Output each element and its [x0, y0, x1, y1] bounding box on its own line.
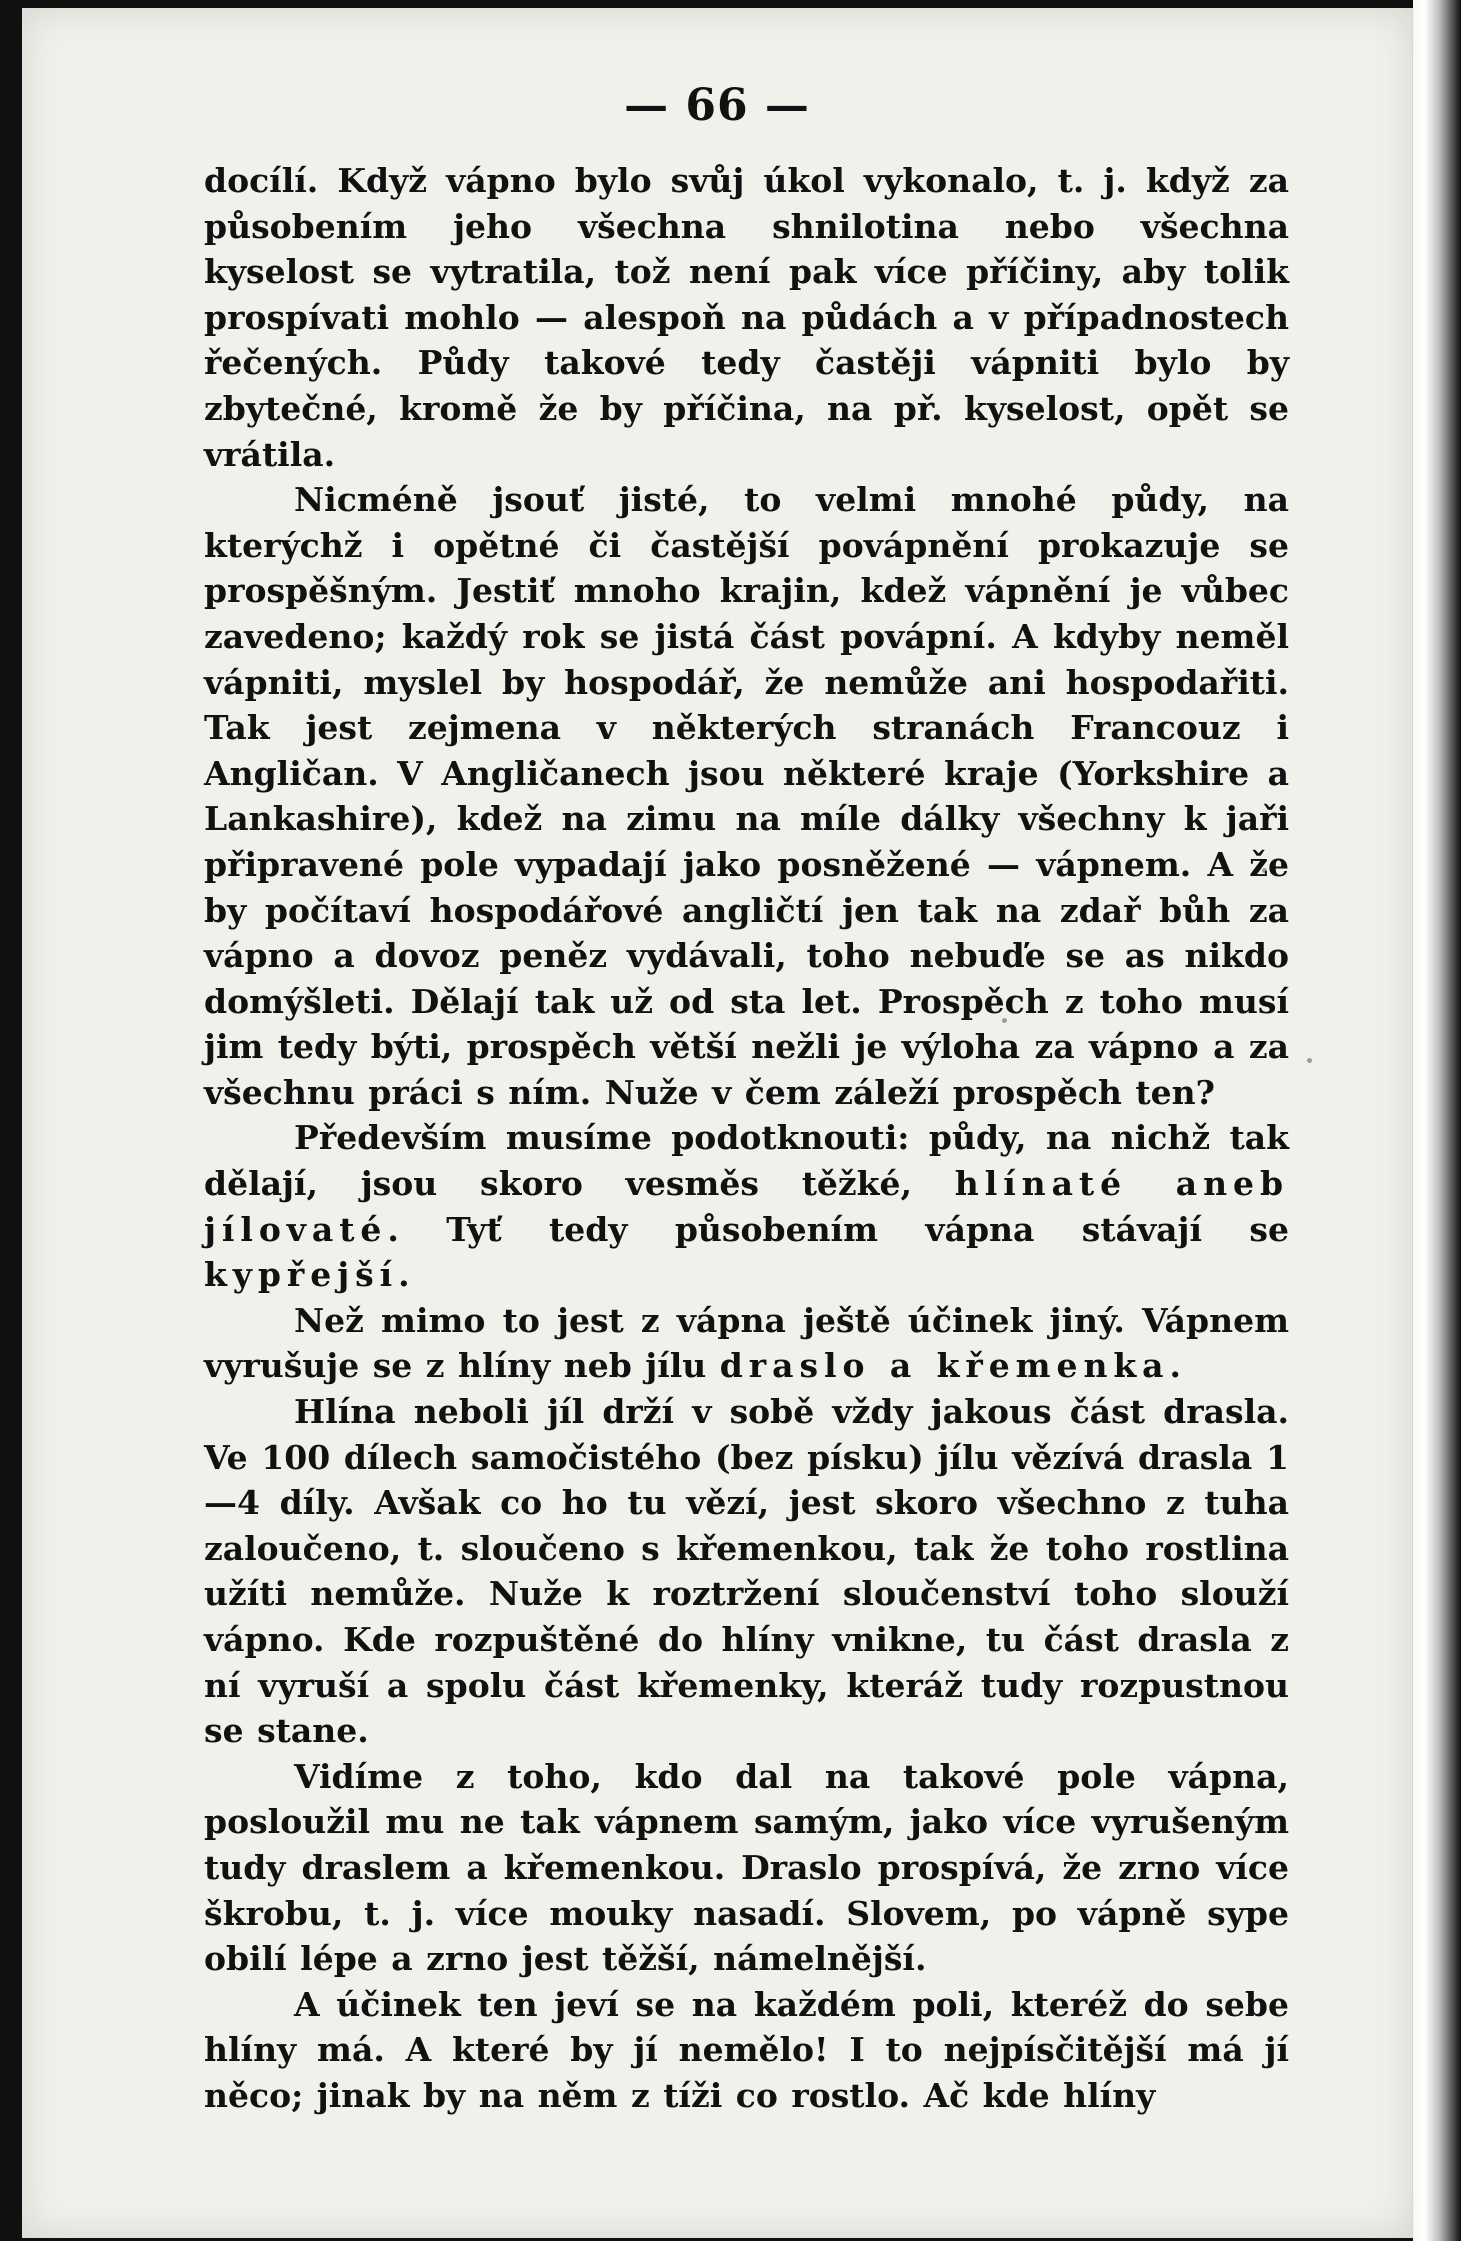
- text-run: docílí. Když vápno bylo svůj úkol vykonalo, t. j. když za působením jeho všechna shnilotina nebo všechna kyselost se vytratila, tož není pak více příčiny, aby tolik prospívati mohlo — alespoň na půdách a v případnostech řečených. Půdy takové tedy častěji vápniti bylo by zbytečné, kromě že by příčina, na př. kyselost, opět se vrátila.: [204, 161, 1289, 474]
- paragraph: [204, 1298, 1289, 1389]
- paragraph: [204, 1982, 1289, 2119]
- body-text: [204, 158, 1289, 2119]
- text-run: Hlína neboli jíl drží v sobě vždy jakous část drasla. Ve 100 dílech samočistého (bez písku) jílu vězívá drasla 1—4 díly. Avšak co ho tu vězí, jest skoro všechno z tuha zaloučeno, t. sloučeno s křemenkou, tak že toho rostlina užíti nemůže. Nuže k roztržení sloučenství toho slouží vápno. Kde rozpuštěné do hlíny vnikne, tu část drasla z ní vyruší a spolu část křemenky, kteráž tudy rozpustnou se stane.: [204, 1392, 1289, 1751]
- paragraph: [204, 1754, 1289, 1982]
- text-run: Než mimo to jest z vápna ještě účinek jiný. Vápnem vyrušuje se z hlíny neb jílu: [204, 1300, 1289, 1386]
- text-run: Především musíme podotknouti: půdy, na nichž tak dělají, jsou skoro vesměs těžké,: [204, 1118, 1289, 1204]
- text-run: .: [398, 1255, 410, 1295]
- emphasized-text: draslo a křemenka: [719, 1346, 1170, 1386]
- paragraph: [204, 158, 1289, 477]
- paragraph: [204, 477, 1289, 1115]
- scan-speck: [1002, 1018, 1007, 1023]
- page-number: — 66 —: [624, 80, 810, 131]
- emphasized-text: hlínaté aneb jílovaté: [204, 1164, 1289, 1249]
- text-run: Vidíme z toho, kdo dal na takové pole vápna, posloužil mu ne tak vápnem samým, jako více vyrušeným tudy draslem a křemenkou. Draslo prospívá, že zrno více škrobu, t. j. více mouky nasadí. Slovem, po vápně sype obilí lépe a zrno jest těžší, námelnější.: [204, 1756, 1289, 1979]
- scan-speck: [1262, 868, 1267, 873]
- text-run: Nicméně jsouť jisté, to velmi mnohé půdy, na kterýchž i opětné či častější povápnění prokazuje se prospěšným. Jestiť mnoho krajin, kdež vápnění je vůbec zavedeno; každý rok se jistá část povápní. A kdyby neměl vápniti, myslel by hospodář, že nemůže ani hospodařiti. Tak jest zejmena v některých stranách Francouz i Angličan. V Angličanech jsou některé kraje (Yorkshire a Lankashire), kdež na zimu na míle dálky všechny k jaři připravené pole vypadají jako posněžené — vápnem. A že by počítaví hospodářové angličtí jen tak na zdař bůh za vápno a dovoz peněz vydávali, toho nebuďe se as nikdo domýšleti. Dělají tak už od sta let. Prospěch z toho musí jim tedy býti, prospěch větší nežli je výloha za vápno a za všechnu práci s ním. Nuže v čem záleží prospěch ten?: [204, 480, 1289, 1112]
- paragraph: [204, 1389, 1289, 1754]
- paragraph: [204, 1115, 1289, 1297]
- scan-speck: [1132, 1418, 1137, 1423]
- book-page: [22, 8, 1415, 2238]
- book-binding-edge: [1413, 0, 1461, 2241]
- text-run: .: [1169, 1346, 1182, 1386]
- text-run: . Tyť tedy působením vápna stávají se: [387, 1209, 1289, 1249]
- scan-speck: [1307, 1058, 1312, 1063]
- text-run: A účinek ten jeví se na každém poli, kteréž do sebe hlíny má. A které by jí nemělo! I to nejpísčitější má jí něco; jinak by na něm z tíži co rostlo. Ač kde hlíny: [204, 1984, 1289, 2115]
- emphasized-text: kypřejší: [204, 1255, 399, 1295]
